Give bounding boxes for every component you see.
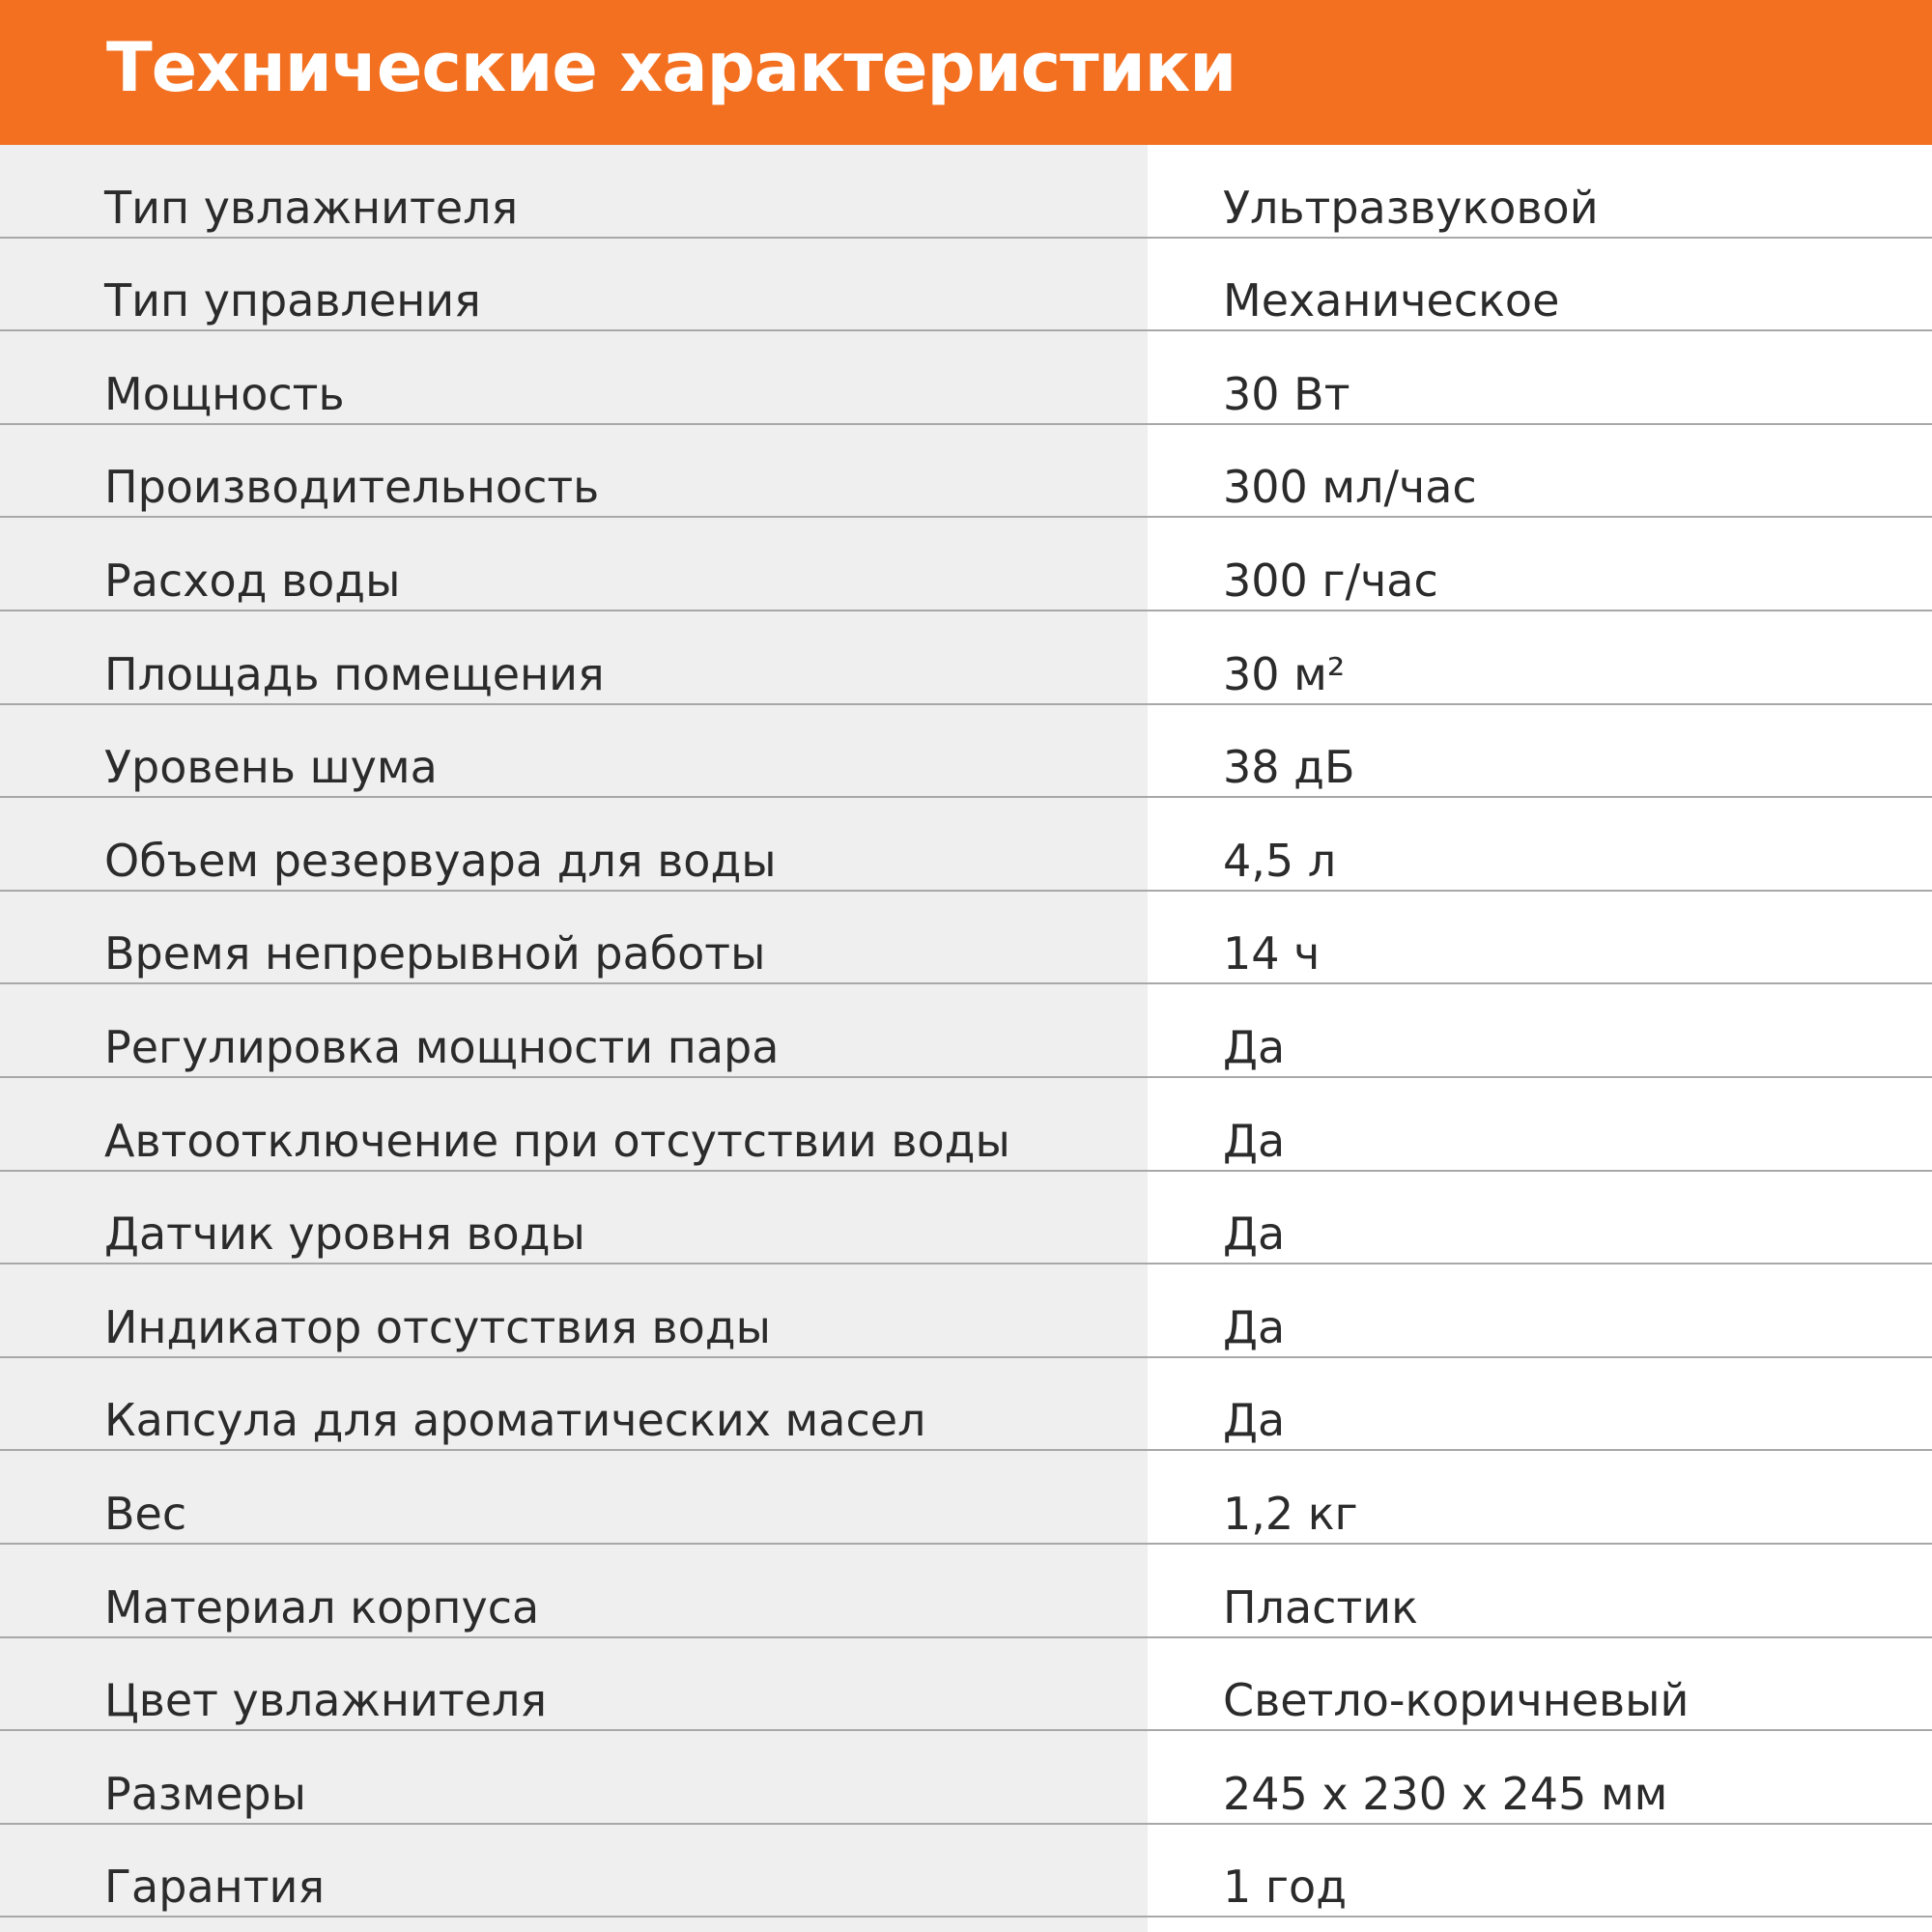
spec-value: Механическое <box>1223 274 1560 327</box>
spec-row <box>0 1264 1932 1358</box>
spec-row <box>0 1078 1932 1172</box>
spec-row <box>0 705 1932 799</box>
spec-row <box>0 984 1932 1078</box>
spec-value: Ультразвуковой <box>1223 181 1599 234</box>
spec-label: Мощность <box>104 367 345 420</box>
spec-label: Вес <box>104 1487 187 1540</box>
spec-row <box>0 239 1932 332</box>
spec-label: Гарантия <box>104 1861 326 1914</box>
spec-value: 4,5 л <box>1223 834 1337 887</box>
spec-row <box>0 1545 1932 1638</box>
header-banner <box>0 0 1932 145</box>
spec-label: Площадь помещения <box>104 647 605 700</box>
spec-label: Датчик уровня воды <box>104 1208 585 1261</box>
spec-label: Время непрерывной работы <box>104 927 766 980</box>
spec-label: Объем резервуара для воды <box>104 834 777 887</box>
spec-value: Да <box>1223 1114 1286 1167</box>
page-title: Технические характеристики <box>106 28 1236 107</box>
spec-label: Производительность <box>104 461 600 514</box>
spec-value: 245 х 230 х 245 мм <box>1223 1767 1668 1820</box>
spec-label: Тип управления <box>104 274 481 327</box>
spec-row <box>0 892 1932 985</box>
spec-value: 1 год <box>1223 1861 1348 1914</box>
spec-value: Светло-коричневый <box>1223 1674 1690 1727</box>
spec-label: Регулировка мощности пара <box>104 1020 780 1073</box>
spec-value: 300 мл/час <box>1223 461 1477 514</box>
spec-row <box>0 1172 1932 1265</box>
spec-row <box>0 1638 1932 1732</box>
spec-row <box>0 145 1932 239</box>
spec-value: Да <box>1223 1020 1286 1073</box>
spec-value: 300 г/час <box>1223 554 1438 607</box>
spec-row <box>0 1825 1932 1918</box>
spec-label: Размеры <box>104 1767 306 1820</box>
spec-row <box>0 798 1932 892</box>
spec-row <box>0 1731 1932 1825</box>
spec-row <box>0 518 1932 611</box>
spec-row <box>0 331 1932 425</box>
spec-value: 30 Вт <box>1223 367 1350 420</box>
spec-value: Да <box>1223 1394 1286 1447</box>
spec-label: Материал корпуса <box>104 1580 540 1634</box>
spec-value: 38 дБ <box>1223 741 1355 794</box>
spec-value: 1,2 кг <box>1223 1487 1358 1540</box>
spec-value: Пластик <box>1223 1580 1418 1634</box>
spec-row <box>0 611 1932 705</box>
spec-label: Расход воды <box>104 554 401 607</box>
spec-row <box>0 425 1932 519</box>
spec-row <box>0 1358 1932 1452</box>
spec-label: Цвет увлажнителя <box>104 1674 548 1727</box>
spec-label: Уровень шума <box>104 741 438 794</box>
spec-row <box>0 1451 1932 1545</box>
spec-value: 30 м² <box>1223 647 1346 700</box>
spec-label: Автоотключение при отсутствии воды <box>104 1114 1010 1167</box>
spec-label: Капсула для ароматических масел <box>104 1394 926 1447</box>
spec-value: Да <box>1223 1208 1286 1261</box>
spec-value: Да <box>1223 1300 1286 1353</box>
spec-value: 14 ч <box>1223 927 1321 980</box>
spec-table <box>0 145 1932 1932</box>
spec-label: Индикатор отсутствия воды <box>104 1300 771 1353</box>
spec-label: Тип увлажнителя <box>104 181 519 234</box>
